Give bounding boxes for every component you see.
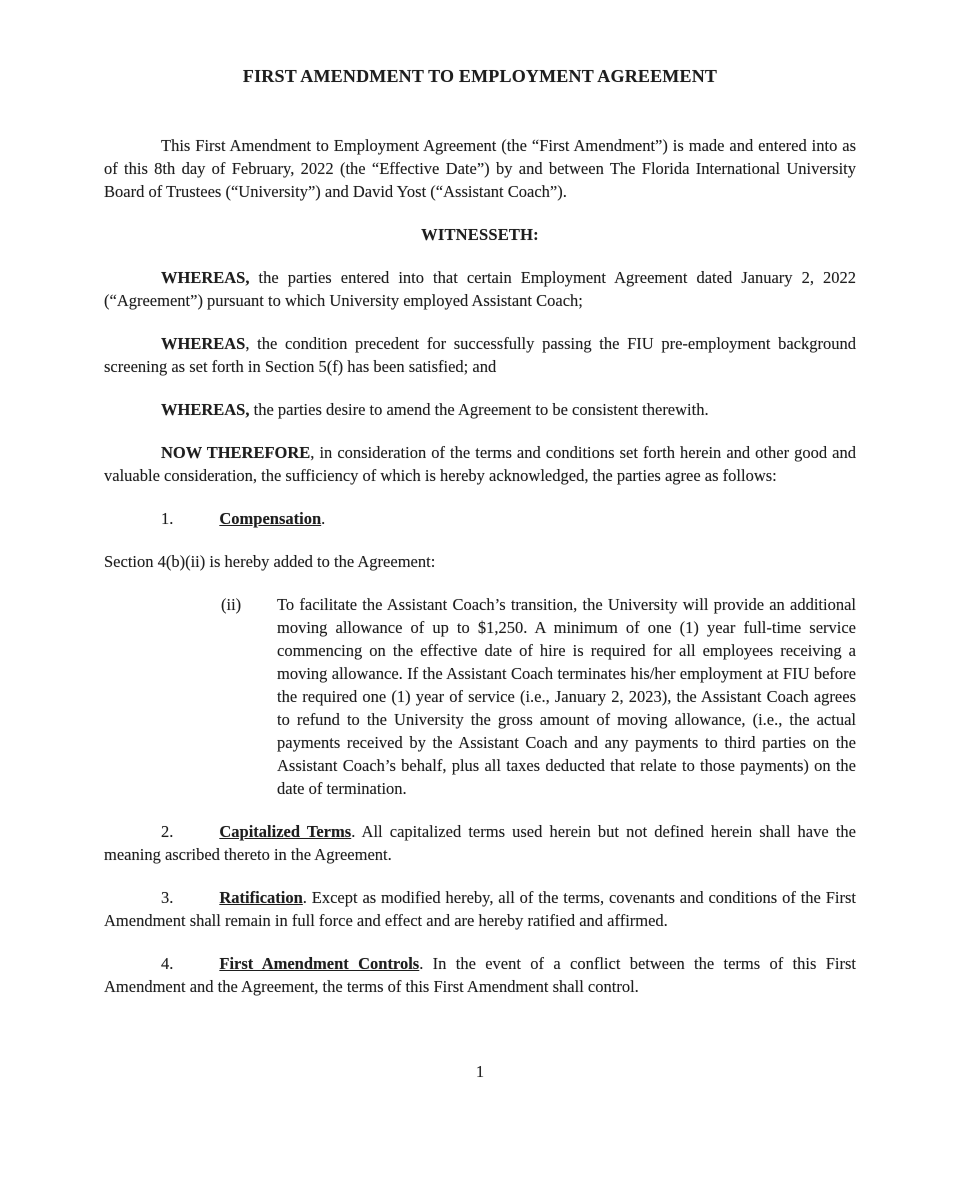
section-number: 1. <box>161 509 174 528</box>
recital-text: , the condition precedent for successfully passing the FIU pre-employment background screening as set forth in Section 5(f) has been satisfied; and <box>104 334 856 376</box>
section-number: 2. <box>161 822 174 841</box>
section-2-paragraph <box>104 820 856 866</box>
section-text: . <box>321 509 326 528</box>
section-3-paragraph <box>104 886 856 932</box>
recital-text: the parties desire to amend the Agreement to be consistent therewith. <box>249 400 709 419</box>
section-text: . Except as modified hereby, all of the terms, covenants and conditions of the First Amendment shall remain in full force and effect and are hereby ratified and affirmed. <box>104 888 856 930</box>
section-text: . In the event of a conflict between the terms of this First Amendment and the Agreement, the terms of this First Amendment shall control. <box>104 954 856 996</box>
witnesseth-heading: WITNESSETH: <box>421 225 539 244</box>
section-term: Capitalized Terms <box>219 822 352 841</box>
subitem-text: To facilitate the Assistant Coach’s transition, the University will provide an additional moving allowance of up to $1,250. A minimum of one (1) year full-time service commencing on the effective date of hire is required for all employees receiving a moving allowance. If the Assistant Coach terminates his/her employment at FIU before the required one (1) year of service (i.e., January 2, 2023), the Assistant Coach agrees to refund to the University the gross amount of moving allowance, (i.e., the actual payments received by the Assistant Coach and any payments to third parties on the Assistant Coach’s behalf, plus all taxes deducted that relate to those payments) on the date of termination. <box>277 595 856 798</box>
section-text: . All capitalized terms used herein but not defined herein shall have the meaning ascribed thereto in the Agreement. <box>104 822 856 864</box>
subitem-label: (ii) <box>221 595 242 614</box>
section-4-paragraph <box>104 952 856 998</box>
recital-paragraph-1 <box>104 266 856 312</box>
now-therefore-paragraph <box>104 441 856 487</box>
section-number: 4. <box>161 954 174 973</box>
section-term: First Amendment Controls <box>219 954 420 973</box>
recital-text: the parties entered into that certain Employment Agreement dated January 2, 2022 (“Agreement”) pursuant to which University employed Assistant Coach; <box>104 268 856 310</box>
now-therefore-lead: NOW THEREFORE <box>161 443 311 462</box>
intro-paragraph: This First Amendment to Employment Agreement (the “First Amendment”) is made and entered into as of this 8th day of February, 2022 (the “Effective Date”) by and between The Florida International University Board of Trustees (“University”) and David Yost (“Assistant Coach”). <box>104 136 856 201</box>
section-number: 3. <box>161 888 174 907</box>
document-title: FIRST AMENDMENT TO EMPLOYMENT AGREEMENT <box>242 66 718 86</box>
whereas-lead: WHEREAS, <box>161 400 250 419</box>
section-term: Ratification <box>219 888 303 907</box>
section-term: Compensation <box>219 509 322 528</box>
whereas-lead: WHEREAS, <box>161 268 250 287</box>
section-1-heading <box>104 507 856 530</box>
recital-paragraph-3 <box>104 398 856 421</box>
whereas-lead: WHEREAS <box>161 334 246 353</box>
page-number: 1 <box>475 1062 485 1081</box>
section-1-intro: Section 4(b)(ii) is hereby added to the Agreement: <box>104 552 436 571</box>
recital-paragraph-2 <box>104 332 856 378</box>
section-1-subitem <box>104 593 856 800</box>
recital-text: , in consideration of the terms and conditions set forth herein and other good and valuable consideration, the sufficiency of which is hereby acknowledged, the parties agree as follows: <box>104 443 856 485</box>
